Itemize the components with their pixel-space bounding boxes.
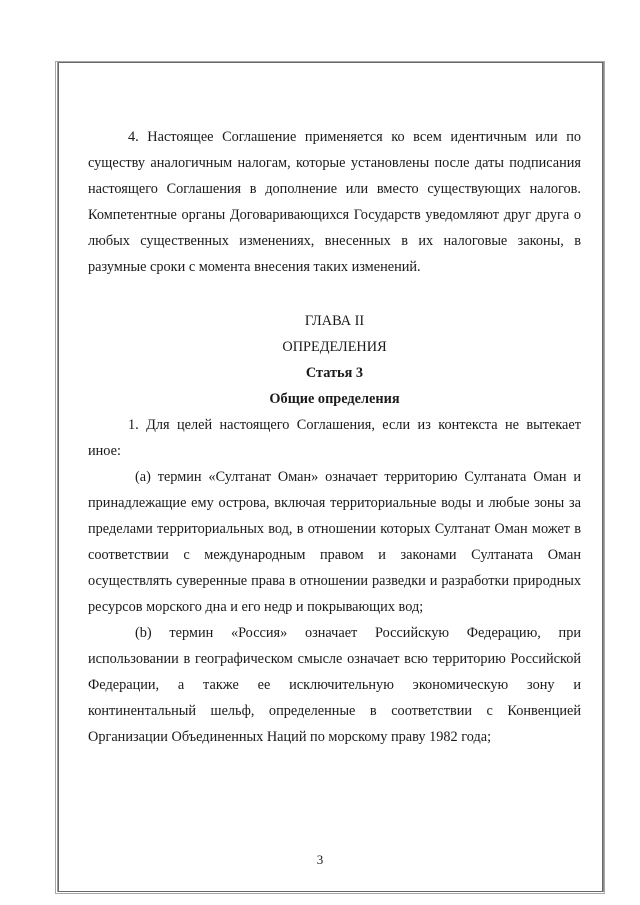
article-heading: Статья 3 [305,365,364,381]
document-body [88,124,581,750]
chapter-title: ОПРЕДЕЛЕНИЯ [282,339,387,355]
article-title: Общие определения [269,391,400,407]
clause-1: 1. Для целей настоящего Соглашения, если из контекста не вытекает иное: [88,417,581,459]
spacer [88,280,581,308]
page-number: 3 [316,852,324,867]
chapter-heading: ГЛАВА II [304,313,365,329]
paragraph-4: 4. Настоящее Соглашение применяется ко всем идентичным или по существу аналогичным налогам, которые установлены после даты подписания настоящего Соглашения в дополнение или вместо существующих налогов. Компетентные органы Договаривающихся Государств уведомляют друг друга о любых существенных изменениях, внесенных в их налоговые законы, в разумные сроки с момента внесения таких изменений. [88,129,581,275]
item-b: (b) термин «Россия» означает Российскую Федерацию, при использовании в географическом смысле означает всю территорию Российской Федерации, а также ее исключительную экономическую зону и континентальный шельф, определенные в соответствии с Конвенцией Организации Объединенных Наций по морскому праву 1982 года; [88,625,581,745]
item-a: (а) термин «Султанат Оман» означает территорию Султаната Оман и принадлежащие ему острова, включая территориальные воды и любые зоны за пределами территориальных вод, в отношении которых Султанат Оман может в соответствии с международным правом и законами Султаната Оман осуществлять суверенные права в отношении разведки и разработки природных ресурсов морского дна и его недр и покрывающих вод; [88,469,581,615]
